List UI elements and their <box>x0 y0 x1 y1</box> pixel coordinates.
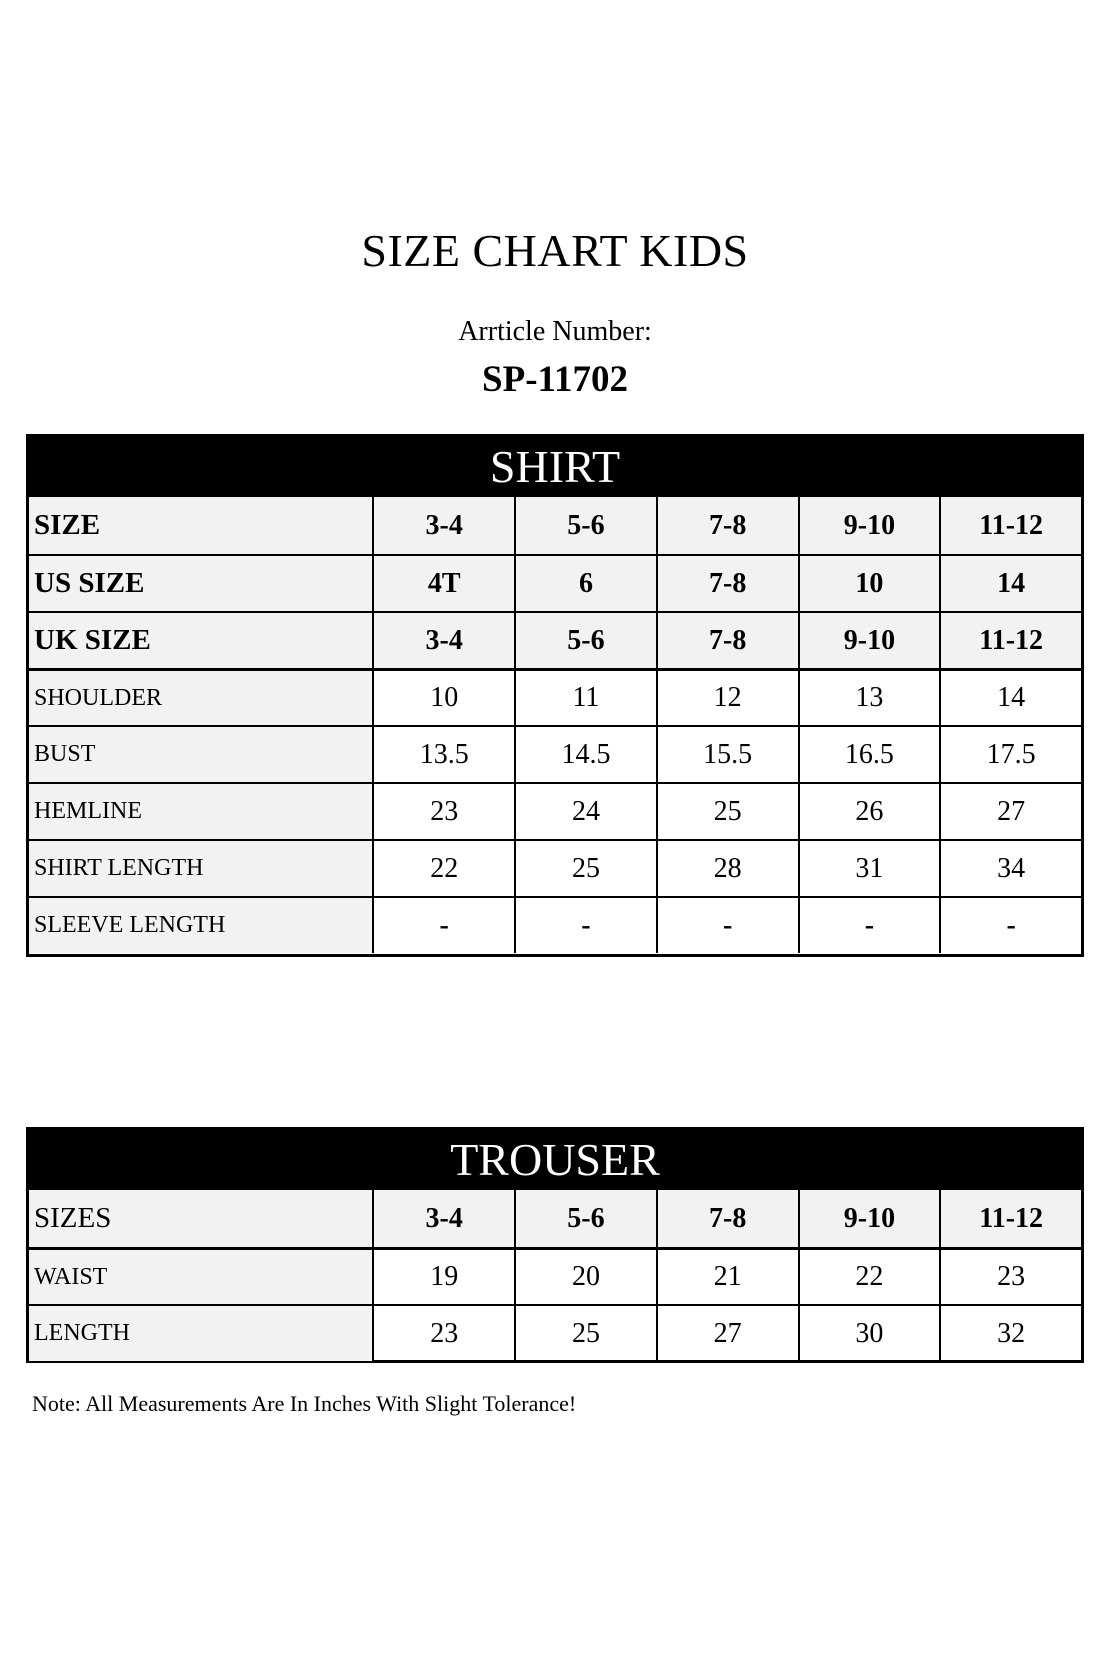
table-cell: 3-4 <box>372 613 514 668</box>
table-cell: 7-8 <box>656 497 798 554</box>
shirt-row-shoulder <box>29 668 1081 725</box>
table-cell: 27 <box>939 784 1081 839</box>
table-cell: 22 <box>798 1250 940 1304</box>
table-cell: 26 <box>798 784 940 839</box>
shirt-size-table <box>26 434 1084 957</box>
table-cell: - <box>656 898 798 953</box>
row-label: BUST <box>29 727 372 782</box>
shirt-row-bust <box>29 725 1081 782</box>
table-cell: 25 <box>514 841 656 896</box>
table-cell: 15.5 <box>656 727 798 782</box>
table-cell: 32 <box>939 1306 1081 1361</box>
table-cell: 28 <box>656 841 798 896</box>
table-cell: 13.5 <box>372 727 514 782</box>
trouser-size-table <box>26 1127 1084 1363</box>
shirt-table-header: SHIRT <box>29 437 1081 497</box>
row-label: SIZES <box>29 1190 372 1247</box>
shirt-row-uk-size <box>29 611 1081 668</box>
row-label: HEMLINE <box>29 784 372 839</box>
table-cell: 6 <box>514 556 656 611</box>
table-cell: 9-10 <box>798 497 940 554</box>
table-cell: 21 <box>656 1250 798 1304</box>
table-cell: - <box>939 898 1081 953</box>
table-cell: 20 <box>514 1250 656 1304</box>
table-cell: 25 <box>514 1306 656 1361</box>
trouser-row-length <box>29 1304 1081 1361</box>
page-title: SIZE CHART KIDS <box>361 225 749 276</box>
table-cell: 4T <box>372 556 514 611</box>
table-cell: 25 <box>656 784 798 839</box>
table-cell: 7-8 <box>656 556 798 611</box>
table-cell: 7-8 <box>656 1190 798 1247</box>
table-cell: 27 <box>656 1306 798 1361</box>
table-cell: 34 <box>939 841 1081 896</box>
shirt-row-shirt-length <box>29 839 1081 896</box>
table-cell: - <box>514 898 656 953</box>
table-cell: 14 <box>939 671 1081 725</box>
table-cell: 22 <box>372 841 514 896</box>
table-cell: 14 <box>939 556 1081 611</box>
shirt-row-hemline <box>29 782 1081 839</box>
table-cell: - <box>798 898 940 953</box>
table-cell: 13 <box>798 671 940 725</box>
row-label: UK SIZE <box>29 613 372 668</box>
row-label: SHIRT LENGTH <box>29 841 372 896</box>
table-cell: 10 <box>798 556 940 611</box>
table-cell: 23 <box>372 1306 514 1361</box>
row-label: SIZE <box>29 497 372 554</box>
table-cell: 14.5 <box>514 727 656 782</box>
table-cell: 11 <box>514 671 656 725</box>
table-cell: 11-12 <box>939 497 1081 554</box>
table-cell: 31 <box>798 841 940 896</box>
table-cell: 9-10 <box>798 1190 940 1247</box>
trouser-row-sizes <box>29 1190 1081 1247</box>
table-cell: 5-6 <box>514 613 656 668</box>
row-label: SHOULDER <box>29 671 372 725</box>
row-label: WAIST <box>29 1250 372 1304</box>
table-cell: 17.5 <box>939 727 1081 782</box>
shirt-row-size <box>29 497 1081 554</box>
table-cell: 5-6 <box>514 497 656 554</box>
row-label: SLEEVE LENGTH <box>29 898 372 953</box>
table-cell: 5-6 <box>514 1190 656 1247</box>
table-cell: 19 <box>372 1250 514 1304</box>
table-cell: 3-4 <box>372 497 514 554</box>
table-cell: 24 <box>514 784 656 839</box>
shirt-row-us-size <box>29 554 1081 611</box>
table-cell: 16.5 <box>798 727 940 782</box>
trouser-table-header: TROUSER <box>29 1130 1081 1190</box>
article-number-label: Arrticle Number: <box>458 316 652 347</box>
measurement-note: Note: All Measurements Are In Inches With Slight Tolerance! <box>32 1391 577 1416</box>
trouser-row-waist <box>29 1247 1081 1304</box>
article-number-value: SP-11702 <box>482 359 628 400</box>
row-label: LENGTH <box>29 1306 372 1361</box>
table-cell: - <box>372 898 514 953</box>
table-cell: 11-12 <box>939 1190 1081 1247</box>
table-cell: 30 <box>798 1306 940 1361</box>
table-cell: 11-12 <box>939 613 1081 668</box>
table-cell: 12 <box>656 671 798 725</box>
table-cell: 3-4 <box>372 1190 514 1247</box>
table-cell: 9-10 <box>798 613 940 668</box>
table-cell: 23 <box>372 784 514 839</box>
table-cell: 7-8 <box>656 613 798 668</box>
row-label: US SIZE <box>29 556 372 611</box>
table-cell: 23 <box>939 1250 1081 1304</box>
table-cell: 10 <box>372 671 514 725</box>
shirt-row-sleeve-length <box>29 896 1081 953</box>
